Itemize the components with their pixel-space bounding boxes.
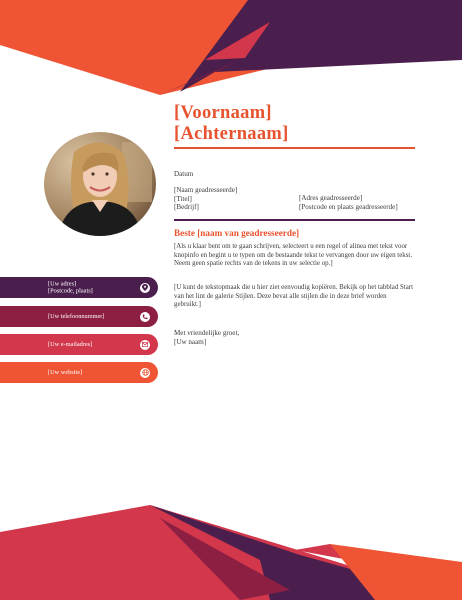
body-paragraph-2: [U kunt de tekstopmaak die u hier ziet eenvoudig kopiëren. Bekijk op het tabblad Start van het lint de galerie Stijlen. Deze bevat alle stijlen die in deze brief worden gebruikt.] bbox=[174, 284, 414, 309]
last-name: [Achternaam] bbox=[174, 124, 289, 144]
signature-name: [Uw naam] bbox=[174, 337, 207, 346]
bottom-decoration bbox=[0, 500, 462, 600]
closing-block bbox=[174, 329, 239, 346]
contact-email-bar bbox=[0, 334, 158, 355]
recipient-name: [Naam geadresseerde] bbox=[174, 186, 238, 194]
top-decoration bbox=[0, 0, 462, 100]
phone-icon bbox=[140, 312, 150, 322]
closing-phrase: Met vriendelijke groet, bbox=[174, 329, 240, 337]
contact-email: [Uw e-mailadres] bbox=[48, 340, 93, 348]
web-icon bbox=[140, 368, 150, 378]
salutation: Beste [naam van geadresseerde] bbox=[174, 228, 300, 238]
contact-address-line2: [Postcode, plaats] bbox=[48, 287, 93, 295]
recipient-address: [Adres geadresseerde] bbox=[299, 194, 363, 202]
name-heading bbox=[174, 103, 416, 145]
body-divider bbox=[174, 219, 415, 221]
recipient-title: [Titel] bbox=[174, 194, 192, 203]
first-name: [Voornaam] bbox=[174, 103, 272, 123]
profile-photo bbox=[44, 132, 156, 236]
letter-date: Datum bbox=[174, 170, 194, 178]
body-paragraph-1: [Als u klaar bent om te gaan schrijven, selecteert u een regel of alinea met tekst voor knopinfo en begint u te typen om de bestaande tekst te vervangen door uw eigen tekst. Neem geen spatie rechts van de tekens in uw selectie op.] bbox=[174, 243, 413, 268]
contact-website-bar bbox=[0, 362, 158, 383]
recipient-block bbox=[174, 186, 294, 212]
contact-phone: [Uw telefoonnummer] bbox=[48, 312, 105, 320]
contact-phone-bar bbox=[0, 306, 158, 327]
contact-website: [Uw website] bbox=[48, 368, 83, 376]
recipient-address-block bbox=[299, 194, 419, 211]
recipient-postcode: [Postcode en plaats geadresseerde] bbox=[299, 202, 398, 211]
contact-address-bar bbox=[0, 277, 158, 298]
location-pin-icon bbox=[140, 283, 150, 293]
header-divider bbox=[174, 147, 415, 149]
contact-address-line1: [Uw adres] bbox=[48, 279, 77, 287]
email-icon bbox=[140, 340, 150, 350]
recipient-company: [Bedrijf] bbox=[174, 203, 199, 212]
